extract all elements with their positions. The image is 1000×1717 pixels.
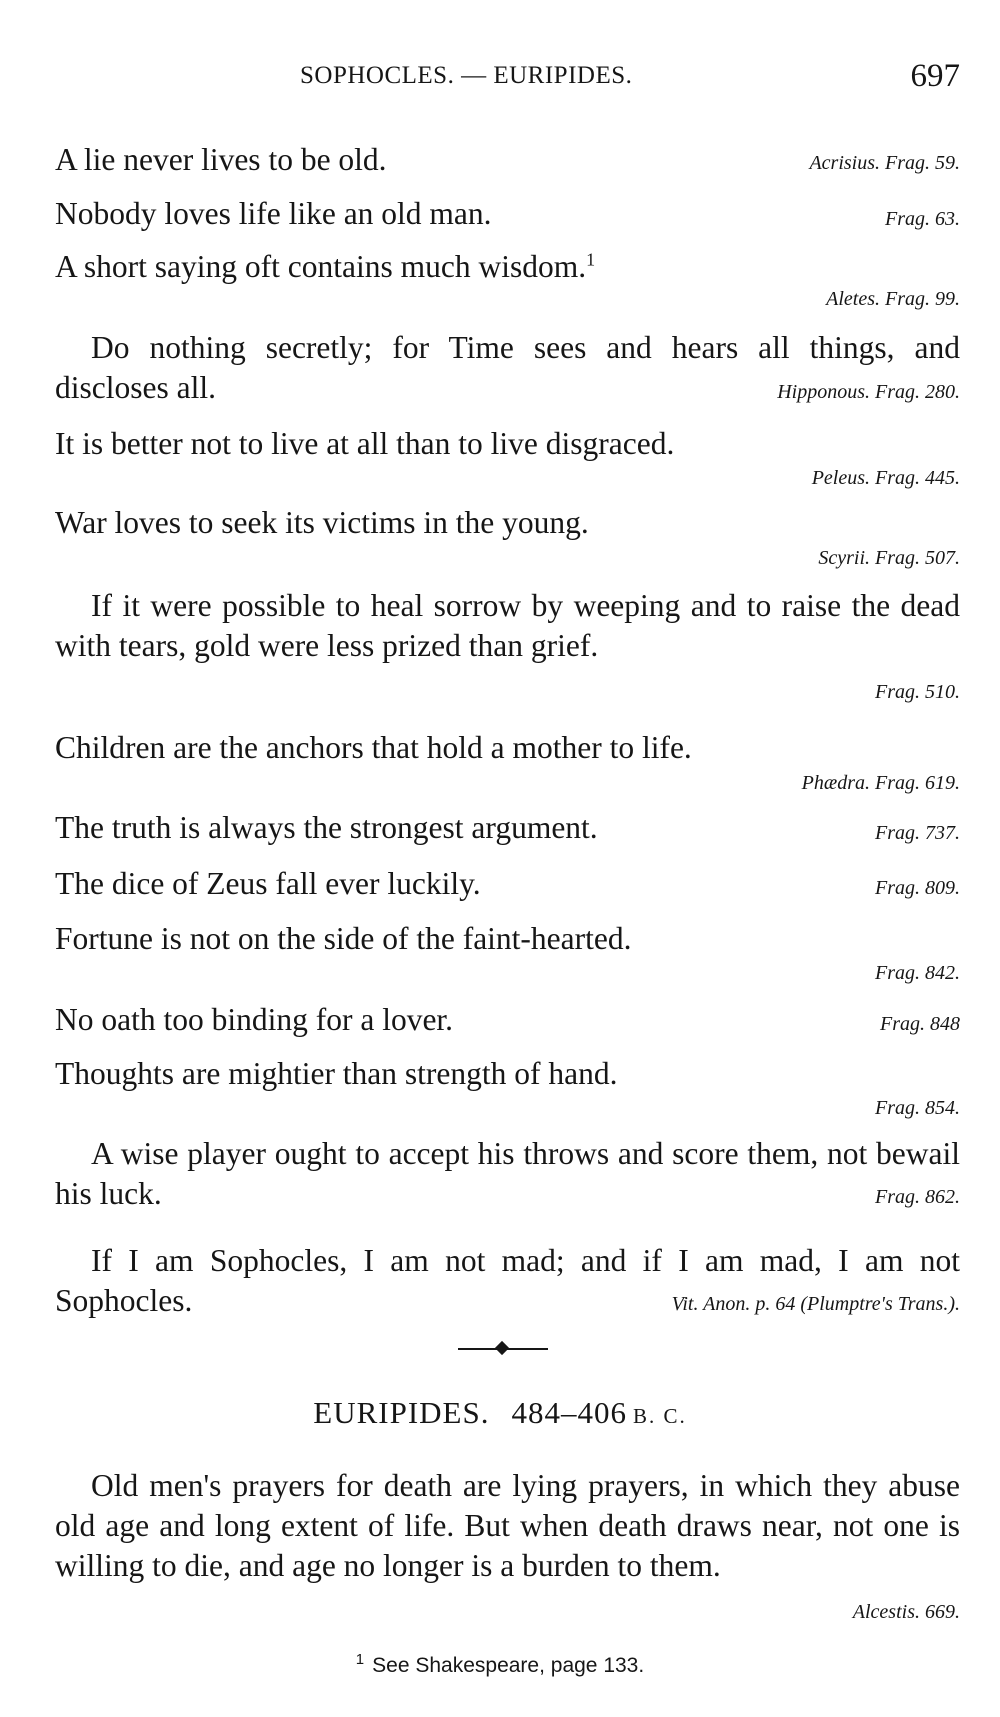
footnote-text: See Shakespeare, page 133. xyxy=(372,1654,645,1677)
quote-source: Scyrii. Frag. 507. xyxy=(818,547,960,569)
quote xyxy=(55,424,960,464)
quote xyxy=(55,919,960,959)
quote-text: A short saying oft contains much wisdom. xyxy=(55,249,587,284)
quote-text: If it were possible to heal sorrow by weeping and to raise the dead with tears, gold were less prized than grief. xyxy=(55,588,960,663)
quote-source-note: (Plumptre's Trans.). xyxy=(800,1293,960,1315)
quote-text: Old men's prayers for death are lying prayers, in which they abuse old age and long extent of life. But when death draws near, not one is willing to die, and age no longer is a burden to them. xyxy=(55,1468,960,1583)
quote-source: Frag. 842. xyxy=(875,962,960,984)
quote-source: Alcestis. 669. xyxy=(852,1601,960,1623)
quote-text: The dice of Zeus fall ever luckily. xyxy=(55,866,481,901)
quote-source: Frag. 737. xyxy=(875,822,960,844)
quote xyxy=(55,1466,960,1586)
quote xyxy=(55,808,960,848)
quote-source: Frag. 510. xyxy=(875,681,960,703)
section-title: EURIPIDES. xyxy=(313,1395,490,1430)
running-head xyxy=(0,58,1000,98)
quote-text: No oath too binding for a lover. xyxy=(55,1002,454,1037)
quote xyxy=(55,247,960,287)
quote-source: Peleus. Frag. 445. xyxy=(811,467,960,489)
quote-source: Acrisius. Frag. 59. xyxy=(809,152,960,174)
quote-source-ref: Vit. Anon. p. 64 xyxy=(671,1293,796,1315)
footnote-number: 1 xyxy=(355,1651,365,1668)
quote-source xyxy=(672,1293,960,1316)
quote-text: Nobody loves life like an old man. xyxy=(55,196,492,231)
quote-text: A lie never lives to be old. xyxy=(55,142,387,177)
quote-text: The truth is always the strongest argument. xyxy=(55,810,598,845)
footnote xyxy=(0,1651,1000,1678)
quote-source: Frag. 848 xyxy=(880,1013,960,1035)
quote xyxy=(55,586,960,666)
quote-text: It is better not to live at all than to live disgraced. xyxy=(55,426,675,461)
quote-text: Do nothing secretly; for Time sees and hears all things, and discloses all. xyxy=(55,330,960,405)
quote-text: If I am Sophocles, I am not mad; and if I am mad, I am not Sophocles. xyxy=(55,1243,960,1318)
running-head-title: SOPHOCLES. — EURIPIDES. xyxy=(300,62,633,89)
quote xyxy=(55,1054,960,1094)
quote-text: Thoughts are mightier than strength of hand. xyxy=(55,1056,618,1091)
quote xyxy=(55,503,960,543)
page-number: 697 xyxy=(910,58,960,94)
quote-source: Phædra. Frag. 619. xyxy=(801,772,960,794)
quote-source: Frag. 854. xyxy=(875,1097,960,1119)
quote-source: Aletes. Frag. 99. xyxy=(826,288,960,310)
quote-source: Frag. 862. xyxy=(875,1186,960,1208)
section-heading xyxy=(0,1395,1000,1431)
section-ornament xyxy=(458,1342,548,1356)
quote-text: Fortune is not on the side of the faint-hearted. xyxy=(55,921,632,956)
ornament-diamond-icon xyxy=(495,1341,509,1355)
section-era: B. C. xyxy=(632,1404,687,1428)
quote xyxy=(55,1000,960,1040)
quote-source: Frag. 809. xyxy=(875,877,960,899)
quote-source: Frag. 63. xyxy=(885,208,960,230)
quote xyxy=(55,728,960,768)
quote-text: Children are the anchors that hold a mother to life. xyxy=(55,730,692,765)
quote-text: A wise player ought to accept his throws and score them, not bewail his luck. xyxy=(55,1136,960,1211)
footnote-mark: 1 xyxy=(586,249,596,270)
quote xyxy=(55,194,960,234)
section-dates: 484–406 xyxy=(511,1395,627,1430)
quote-source: Hipponous. Frag. 280. xyxy=(777,381,960,403)
quote-text: War loves to seek its victims in the young. xyxy=(55,505,589,540)
quote xyxy=(55,864,960,904)
quote xyxy=(55,1134,960,1214)
